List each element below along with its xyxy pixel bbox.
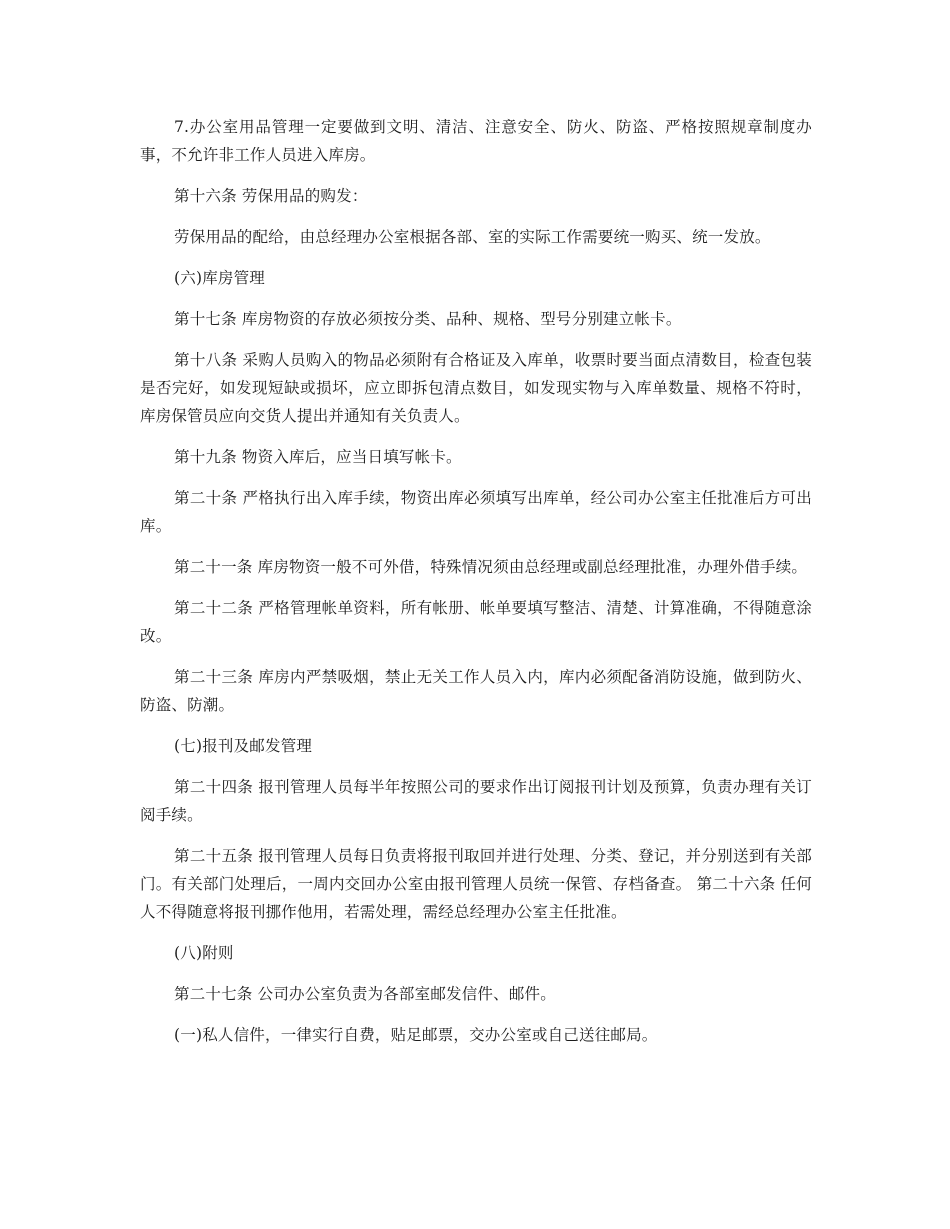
paragraph-article-21: 第二十一条 库房物资一般不可外借，特殊情况须由总经理或副总经理批准，办理外借手续。 [174,558,808,576]
paragraph-article-16-body: 劳保用品的配给，由总经理办公室根据各部、室的实际工作需要统一购买、统一发放。 [174,228,771,246]
section-heading-newspaper-mail: (七)报刊及邮发管理 [174,737,313,755]
section-heading-warehouse-management: (六)库房管理 [174,269,265,287]
paragraph-article-27: 第二十七条 公司办公室负责为各部室邮发信件、邮件。 [174,985,556,1003]
paragraph-article-25-26: 第二十五条 报刊管理人员每日负责将报刊取回并进行处理、分类、登记，并分别送到有关部门。有关部门处理后，一周内交回办公室由报刊管理人员统一保管、存档备查。 第二十六条 任何人不得随意将报刊挪作他用，若需处理，需经总经理办公室主任批准。 [140,847,812,921]
paragraph-article-20: 第二十条 严格执行出入库手续，物资出库必须填写出库单，经公司办公室主任批准后方可出库。 [140,489,812,535]
paragraph-office-supplies-rule-7: 7.办公室用品管理一定要做到文明、清洁、注意安全、防火、防盗、严格按照规章制度办事，不允许非工作人员进入库房。 [140,118,812,164]
document-body [140,113,812,1062]
paragraph-private-letters: (一)私人信件，一律实行自费，贴足邮票，交办公室或自己送往邮局。 [174,1026,658,1044]
paragraph-article-17: 第十七条 库房物资的存放必须按分类、品种、规格、型号分别建立帐卡。 [174,310,682,328]
paragraph-article-18: 第十八条 采购人员购入的物品必须附有合格证及入库单，收票时要当面点清数目，检查包装是否完好，如发现短缺或损坏，应立即拆包清点数目，如发现实物与入库单数量、规格不符时，库房保管员应向交货人提出并通知有关负责人。 [140,351,812,425]
section-heading-supplementary: (八)附则 [174,944,234,962]
paragraph-article-23: 第二十三条 库房内严禁吸烟，禁止无关工作人员入内，库内必须配备消防设施，做到防火、防盗、防潮。 [140,668,812,714]
paragraph-article-19: 第十九条 物资入库后，应当日填写帐卡。 [174,448,462,466]
paragraph-article-16-heading: 第十六条 劳保用品的购发： [174,187,368,205]
paragraph-article-22: 第二十二条 严格管理帐单资料，所有帐册、帐单要填写整洁、清楚、计算准确，不得随意涂改。 [140,599,812,645]
paragraph-article-24: 第二十四条 报刊管理人员每半年按照公司的要求作出订阅报刊计划及预算，负责办理有关订阅手续。 [140,778,812,824]
